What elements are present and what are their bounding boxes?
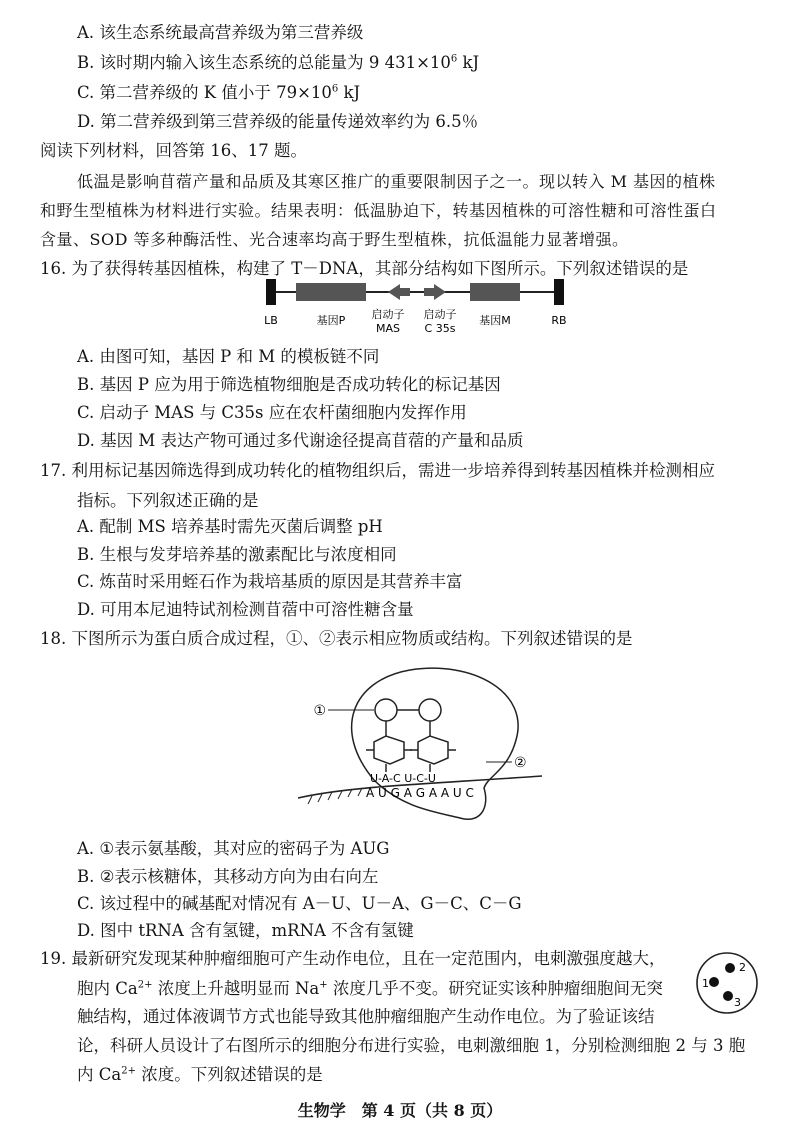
q16-option-c: C. 启动子 MAS 与 C35s 应在农杆菌细胞内发挥作用	[77, 403, 467, 422]
q18-option-d: D. 图中 tRNA 含有氢键，mRNA 不含有氢键	[77, 921, 414, 940]
q15-option-a: A. 该生态系统最高营养级为第三营养级	[77, 23, 364, 42]
gene-p-box	[296, 283, 366, 301]
q19-line-2: 胞内 $Ca^{2+}$ 浓度上升越明显而 Na+ 浓度几乎不变。研究证实该种肿瘤细胞间无突	[77, 979, 663, 998]
q19-line-1: 19. 最新研究发现某种肿瘤细胞可产生动作电位，且在一定范围内，电刺激强度越大，	[40, 949, 666, 968]
lb-label: LB	[264, 314, 278, 327]
translation-diagram	[290, 658, 550, 828]
label-1: ①	[313, 703, 326, 719]
cell-2-label: 2	[739, 961, 746, 974]
mas-label-top: 启动子	[371, 308, 405, 321]
cell-distribution-diagram	[694, 950, 760, 1016]
mas-promoter-arrow	[388, 284, 410, 300]
mas-label-bottom: MAS	[376, 322, 400, 335]
q16-stem: 16. 为了获得转基因植株，构建了 T－DNA，其部分结构如下图所示。下列叙述错误的是	[40, 259, 689, 278]
c35s-label-bottom: C 35s	[424, 322, 456, 335]
rb-label: RB	[551, 314, 567, 327]
mrna-bases: A U G A G A A U C	[366, 786, 474, 800]
q16-option-b: B. 基因 P 应为用于筛选植物细胞是否成功转化的标记基因	[77, 375, 501, 394]
q17-stem-line-2: 指标。下列叙述正确的是	[77, 491, 259, 510]
amino-acid-2	[419, 699, 441, 721]
q17-option-c: C. 炼苗时采用蛭石作为栽培基质的原因是其营养丰富	[77, 572, 463, 591]
q17-stem-line-1: 17. 利用标记基因筛选得到成功转化的植物组织后，需进一步培养得到转基因植株并检测相应	[40, 461, 715, 480]
q16-option-d: D. 基因 M 表达产物可通过多代谢途径提高苜蓿的产量和品质	[77, 431, 524, 450]
q15-option-d: D. 第二营养级到第三营养级的能量传递效率约为 6.5％	[77, 112, 479, 131]
t-dna-diagram	[240, 278, 600, 344]
q17-option-a: A. 配制 MS 培养基时需先灭菌后调整 pH	[77, 517, 383, 536]
label-2: ②	[514, 755, 527, 771]
q17-option-d: D. 可用本尼迪特试剂检测苜蓿中可溶性糖含量	[77, 600, 414, 619]
q17-option-b: B. 生根与发芽培养基的激素配比与浓度相同	[77, 545, 397, 564]
anticodons: U-A-C U-C-U	[370, 772, 436, 785]
gene-m-box	[470, 283, 520, 301]
q19-line-3: 触结构，通过体液调节方式也能导致其他肿瘤细胞产生动作电位。为了验证该结	[77, 1007, 655, 1026]
material-line-2: 和野生型植株为材料进行实验。结果表明：低温胁迫下，转基因植株的可溶性糖和可溶性蛋白	[40, 201, 717, 220]
reading-intro: 阅读下列材料，回答第 16、17 题。	[40, 141, 307, 160]
cell-2	[725, 963, 735, 973]
cell-1-label: 1	[702, 977, 709, 990]
lb-border	[266, 279, 276, 305]
page-footer: 生物学 第 4 页（共 8 页）	[297, 1101, 503, 1120]
q18-stem: 18. 下图所示为蛋白质合成过程，①、②表示相应物质或结构。下列叙述错误的是	[40, 629, 633, 648]
trna-1	[366, 721, 412, 772]
q19-line-5: 内 $Ca^{2+}$ 浓度。下列叙述错误的是	[77, 1065, 323, 1084]
q18-option-a: A. ①表示氨基酸，其对应的密码子为 AUG	[77, 839, 390, 858]
cell-3	[723, 991, 733, 1001]
cell-1	[709, 977, 719, 987]
cell-3-label: 3	[734, 996, 741, 1009]
q16-option-a: A. 由图可知，基因 P 和 M 的模板链不同	[77, 347, 380, 366]
q15-option-b: B. 该时期内输入该生态系统的总能量为 9 $431\times 10^6$ kJ	[77, 53, 480, 72]
c35s-promoter-arrow	[424, 284, 446, 300]
material-line-3: 含量、SOD 等多种酶活性、光合速率均高于野生型植株，抗低温能力显著增强。	[40, 230, 629, 249]
amino-acid-1	[375, 699, 397, 721]
gene-m-label: 基因M	[479, 314, 511, 327]
c35s-label-top: 启动子	[423, 308, 457, 321]
q19-line-4: 论，科研人员设计了右图所示的细胞分布进行实验，电刺激细胞 1，分别检测细胞 2 与 3 胞	[77, 1036, 746, 1055]
q15-option-c: C. 第二营养级的 K 值小于 $79\times 10^6$ kJ	[77, 83, 361, 102]
material-line-1: 低温是影响苜蓿产量和品质及其寒区推广的重要限制因子之一。现以转入 M 基因的植株	[77, 172, 716, 191]
q18-option-b: B. ②表示核糖体，其移动方向为由右向左	[77, 867, 379, 886]
trna-2	[410, 721, 456, 772]
gene-p-label: 基因P	[316, 314, 346, 327]
q18-option-c: C. 该过程中的碱基配对情况有 A－U、U－A、G－C、C－G	[77, 894, 522, 913]
rb-border	[554, 279, 564, 305]
